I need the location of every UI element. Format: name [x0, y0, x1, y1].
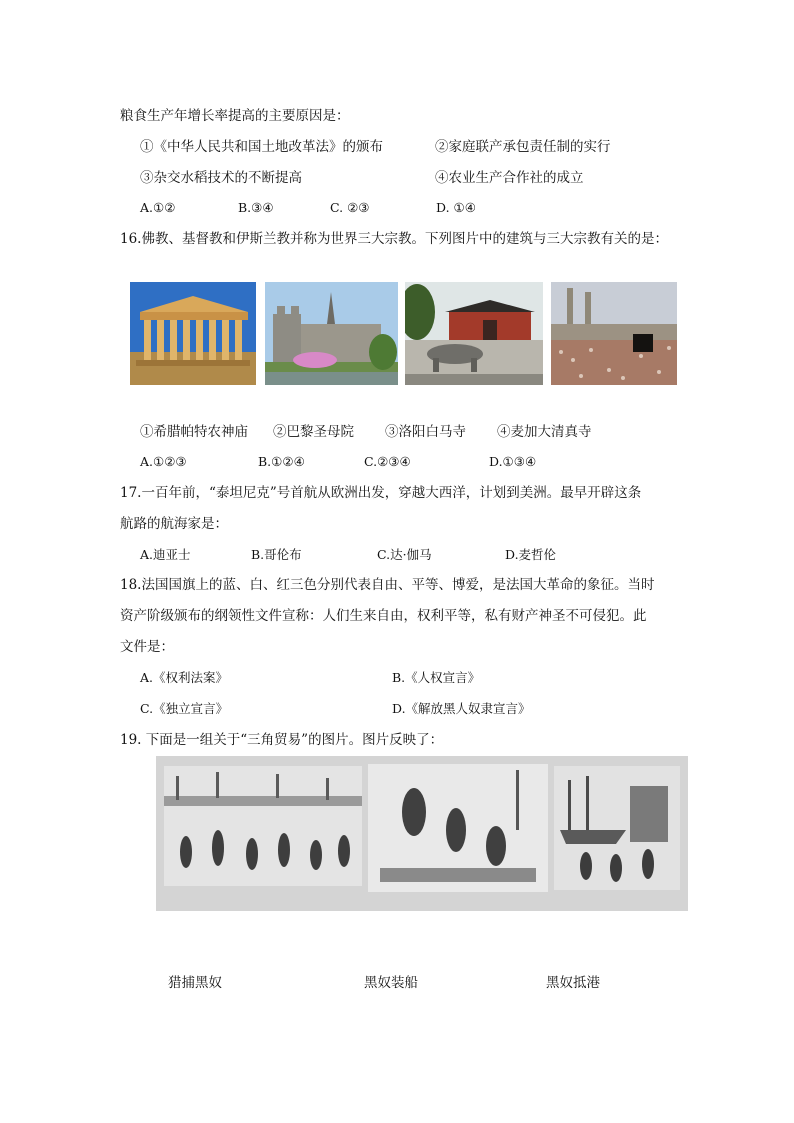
q16-item-1: ①希腊帕特农神庙 — [140, 424, 248, 440]
caption-arrival: 黑奴抵港 — [546, 975, 600, 991]
q15-item-2: ②家庭联产承包责任制的实行 — [435, 139, 611, 155]
q18-choice-b: B.《人权宣言》 — [392, 670, 481, 685]
q18-line-2: 资产阶级颁布的纲领性文件宣称：人们生来自由，权利平等，私有财产神圣不可侵犯。此 — [120, 608, 647, 624]
q16-choice-b: B.①②④ — [258, 454, 305, 469]
q18-line-3: 文件是： — [120, 639, 174, 655]
q17-line-1: 17.一百年前，“泰坦尼克”号首航从欧洲出发，穿越大西洋，计划到美洲。最早开辟这条 — [120, 485, 642, 501]
q16-stem: 16.佛教、基督教和伊斯兰教并称为世界三大宗教。下列图片中的建筑与三大宗教有关的是： — [120, 231, 668, 247]
q15-item-1: ①《中华人民共和国土地改革法》的颁布 — [140, 139, 383, 155]
q15-choice-c: C. ②③ — [330, 200, 370, 215]
q17-choice-c: C.达·伽马 — [377, 547, 432, 562]
caption-capture: 猎捕黑奴 — [168, 975, 222, 991]
q15-item-4: ④农业生产合作社的成立 — [435, 170, 584, 186]
q15-choice-b: B.③④ — [238, 200, 274, 215]
q17-choice-b: B.哥伦布 — [251, 547, 302, 562]
q16-choice-d: D.①③④ — [489, 454, 537, 469]
q15-stem: 粮食生产年增长率提高的主要原因是： — [120, 108, 350, 124]
caption-loading: 黑奴装船 — [364, 975, 418, 991]
q16-item-3: ③洛阳白马寺 — [385, 424, 466, 440]
notre-dame-photo — [265, 282, 398, 385]
triangle-trade-photo-strip — [156, 756, 688, 911]
q19-stem: 19. 下面是一组关于“三角贸易”的图片。图片反映了： — [120, 732, 444, 748]
q18-choice-d: D.《解放黑人奴隶宣言》 — [392, 701, 531, 716]
q18-choice-c: C.《独立宣言》 — [140, 701, 229, 716]
q17-choice-a: A.迪亚士 — [140, 547, 191, 562]
q17-choice-d: D.麦哲伦 — [505, 547, 557, 562]
q16-item-2: ②巴黎圣母院 — [273, 424, 354, 440]
q18-line-1: 18.法国国旗上的蓝、白、红三色分别代表自由、平等、博爱，是法国大革命的象征。当时 — [120, 577, 655, 593]
parthenon-photo — [130, 282, 256, 385]
q16-choice-a: A.①②③ — [140, 454, 187, 469]
q15-choice-d: D. ①④ — [436, 200, 476, 215]
mecca-mosque-photo — [551, 282, 677, 385]
white-horse-temple-photo — [405, 282, 543, 385]
q17-line-2: 航路的航海家是： — [120, 516, 228, 532]
q16-choice-c: C.②③④ — [364, 454, 411, 469]
q15-item-3: ③杂交水稻技术的不断提高 — [140, 170, 302, 186]
q18-choice-a: A.《权利法案》 — [140, 670, 229, 685]
q15-choice-a: A.①② — [140, 200, 176, 215]
q16-item-4: ④麦加大清真寺 — [497, 424, 592, 440]
